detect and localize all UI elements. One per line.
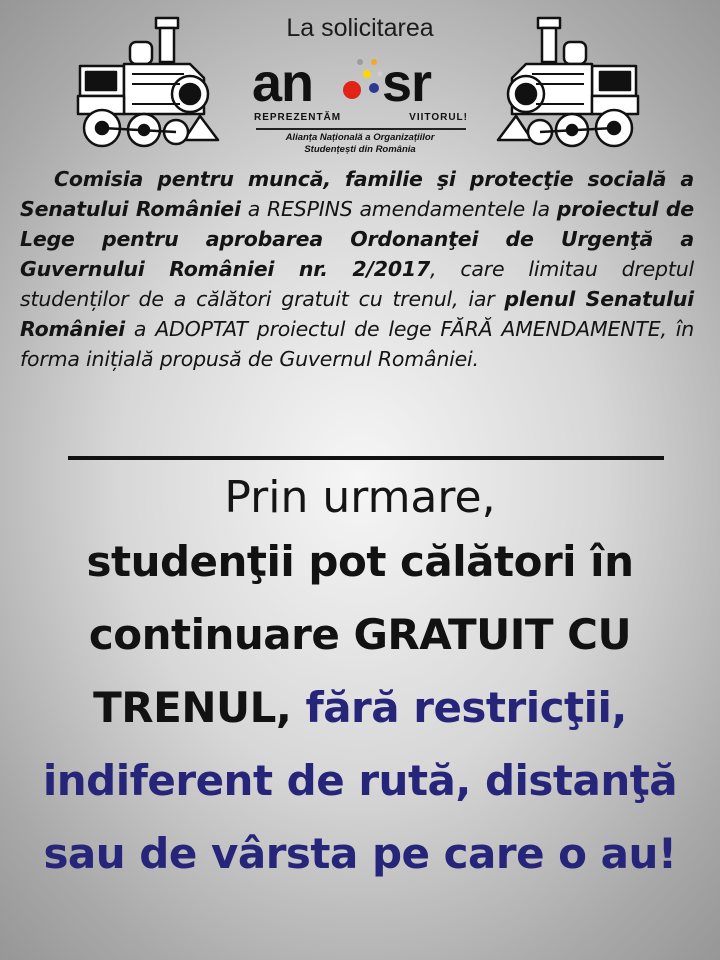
logo-subtitle-line1: Alianța Națională a Organizațiilor xyxy=(285,132,435,143)
committee-name: Comisia pentru muncă, familie şi protecţie socială a Senatului României xyxy=(20,167,694,221)
paragraph-text-1: a RESPINS amendamentele la xyxy=(240,197,557,221)
logo-word-right: sr xyxy=(382,53,432,113)
conclusion-intro: Prin urmare, xyxy=(224,472,496,523)
logo-subtitle-line2: Studențești din România xyxy=(304,144,416,155)
senate-plenary: plenul Senatului României xyxy=(20,287,694,341)
divider xyxy=(68,456,664,460)
paragraph-text-3: a ADOPTAT proiectul de lege FĂRĂ AMENDAMENTE, în forma inițială propusă de Guvernul României. xyxy=(20,317,694,371)
announcement-paragraph xyxy=(20,164,694,374)
logo-tagline-left: REPREZENTĂM xyxy=(254,112,342,123)
law-project-name: proiectul de Lege pentru aprobarea Ordonanţei de Urgenţă a Guvernului României nr. 2/2017 xyxy=(20,197,694,281)
logo-dots-icon xyxy=(338,52,384,112)
logo-subtitle xyxy=(250,132,470,156)
header-title: La solicitarea xyxy=(286,14,434,42)
paragraph-text-2: , care limitau dreptul studenților de a călători gratuit cu trenul, iar xyxy=(20,257,694,311)
conclusion-accent: fără restricţii, indiferent de rută, distanţă sau de vârsta pe care o au! xyxy=(42,683,678,878)
conclusion xyxy=(0,466,720,895)
logo-word-left: an xyxy=(252,53,314,113)
logo-wordmark xyxy=(250,52,470,114)
logo-tagline-right: VIITORUL! xyxy=(409,112,468,123)
conclusion-main: studenţii pot călători în continuare GRATUIT CU TRENUL, xyxy=(86,537,634,732)
anosr-logo xyxy=(250,52,470,158)
logo-rule xyxy=(256,128,466,130)
logo-tagline xyxy=(254,110,468,126)
